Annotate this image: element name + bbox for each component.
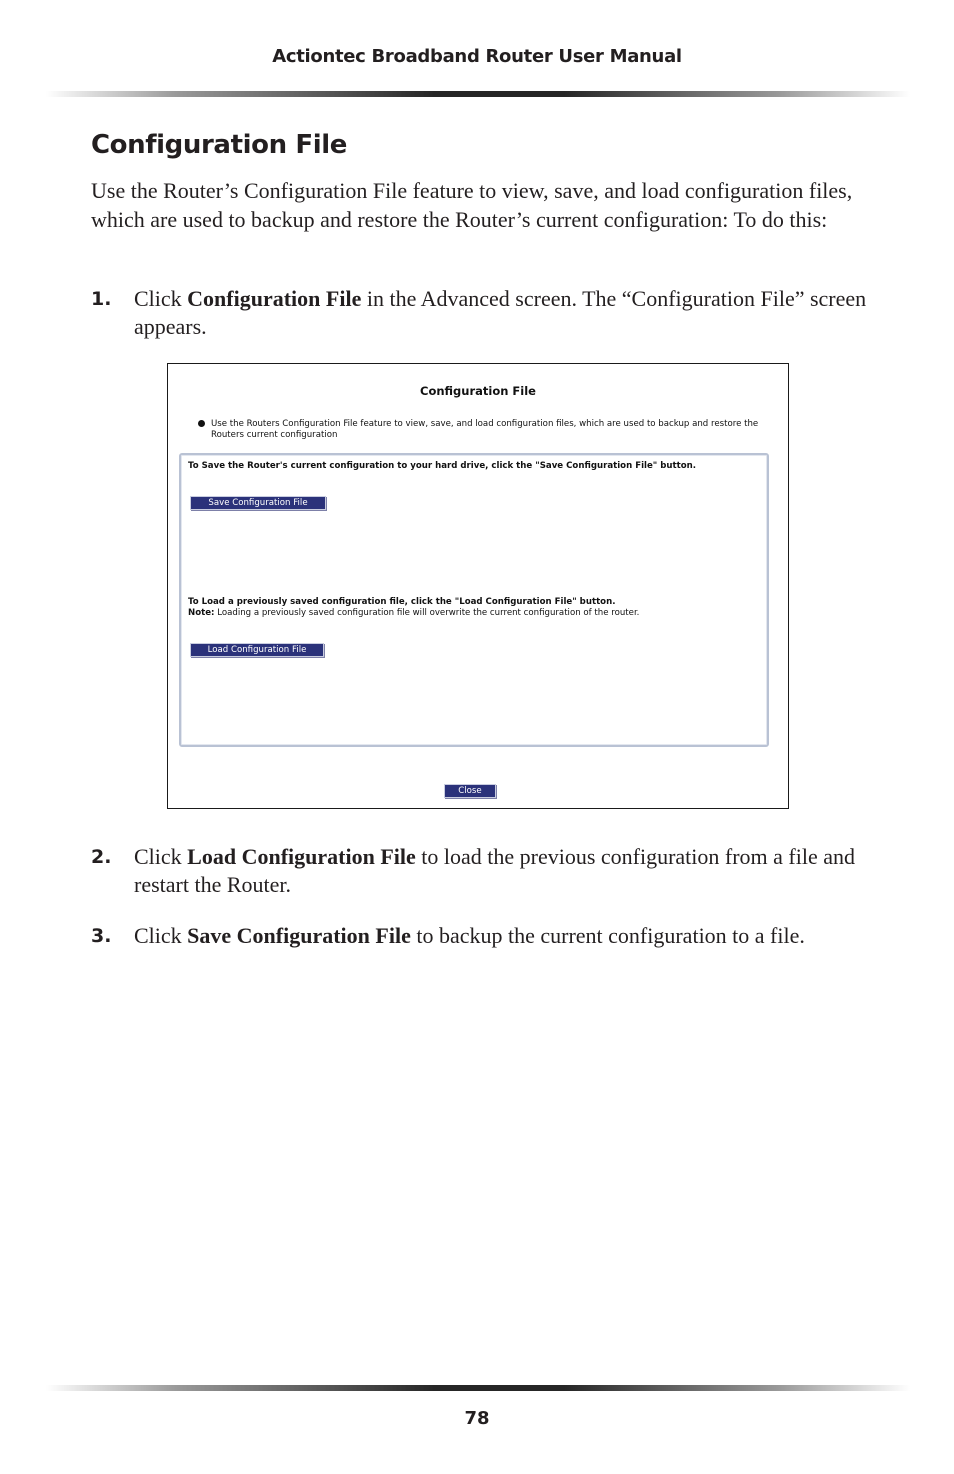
step-keyword: Configuration File bbox=[187, 286, 362, 311]
step-number: 2. bbox=[91, 846, 112, 868]
step-text: Click Load Configuration File to load the previous configuration from a file and restart the Router. bbox=[134, 844, 856, 897]
configuration-file-screenshot bbox=[167, 363, 789, 809]
screenshot-title: Configuration File bbox=[420, 384, 536, 398]
note-label: Note: bbox=[188, 608, 215, 618]
load-note bbox=[188, 608, 768, 618]
step-keyword: Save Configuration File bbox=[187, 923, 411, 948]
screenshot-intro: Use the Routers Configuration File feature to view, save, and load configuration files, which are used to backup and restore the Routers current configuration bbox=[211, 419, 759, 440]
step-number: 1. bbox=[91, 288, 112, 310]
load-configuration-file-button[interactable]: Load Configuration File bbox=[190, 643, 324, 657]
close-button[interactable]: Close bbox=[444, 784, 496, 798]
bullet-icon bbox=[198, 420, 205, 427]
step-keyword: Load Configuration File bbox=[187, 844, 416, 869]
header-rule bbox=[46, 91, 910, 97]
section-intro: Use the Router’s Configuration File feature to view, save, and load configuration files, which are used to backup and restore the Router’s current configuration: To do this: bbox=[91, 178, 853, 232]
step-text: Click Save Configuration File to backup the current configuration to a file. bbox=[134, 923, 805, 948]
footer-rule bbox=[46, 1385, 910, 1391]
section-title: Configuration File bbox=[91, 130, 347, 160]
save-instruction: To Save the Router's current configuration to your hard drive, click the "Save Configuration File" button. bbox=[188, 461, 697, 471]
running-header: Actiontec Broadband Router User Manual bbox=[272, 46, 682, 67]
save-configuration-file-button[interactable]: Save Configuration File bbox=[190, 496, 326, 510]
page-number: 78 bbox=[464, 1408, 490, 1429]
step-text: Click Configuration File in the Advanced screen. The “Configuration File” screen appears. bbox=[134, 286, 867, 339]
note-text: Loading a previously saved configuration file will overwrite the current configuration of the router. bbox=[214, 608, 640, 618]
step-number: 3. bbox=[91, 925, 112, 947]
load-instruction: To Load a previously saved configuration file, click the "Load Configuration File" button. bbox=[188, 597, 616, 607]
